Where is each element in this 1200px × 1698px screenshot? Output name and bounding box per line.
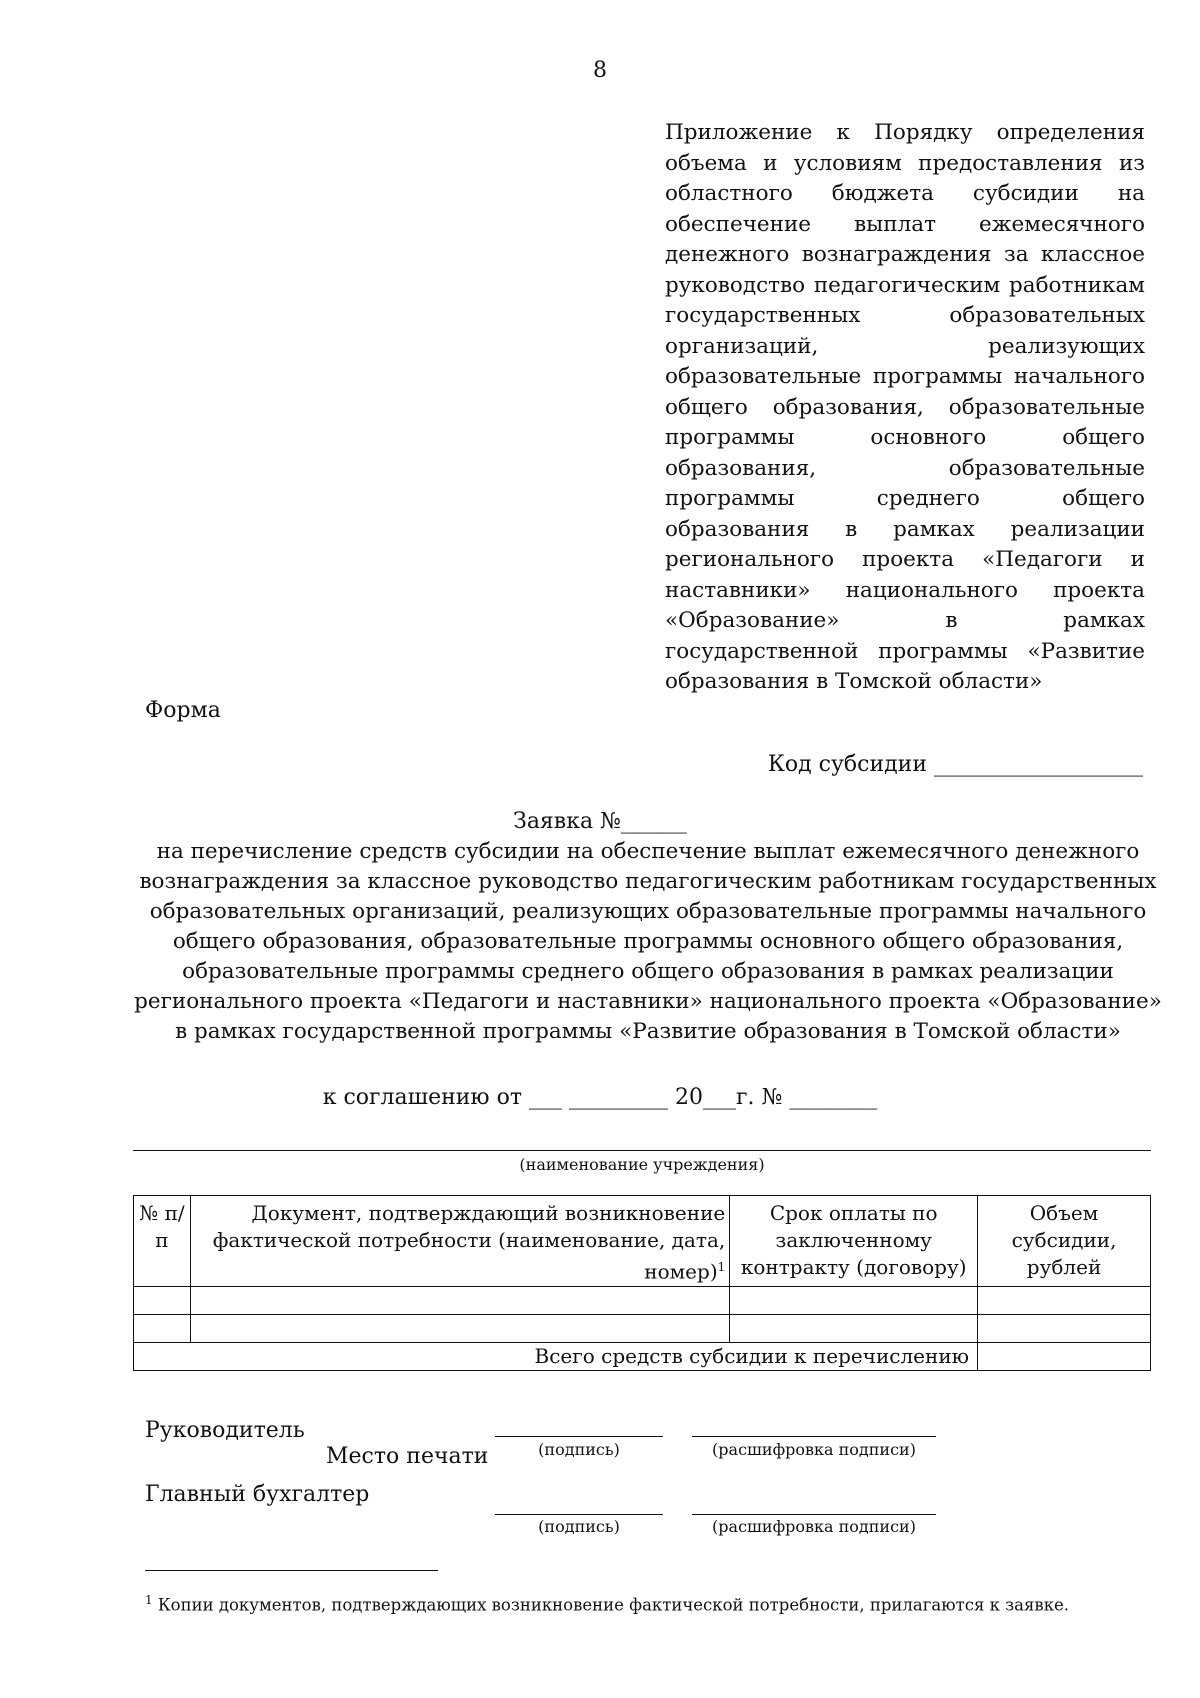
table-cell <box>190 1314 729 1342</box>
accountant-signature-caption: (подпись) <box>538 1517 620 1536</box>
footnote-mark: 1 <box>717 1260 726 1274</box>
header-subsidy-amount: Объем субсидии, рублей <box>978 1196 1151 1287</box>
accountant-signature-line <box>495 1514 663 1515</box>
header-payment-term: Срок оплаты по заключенному контракту (договору) <box>730 1196 978 1287</box>
head-signature-label: Руководитель <box>145 1418 305 1443</box>
table-cell <box>978 1286 1151 1314</box>
institution-caption: (наименование учреждения) <box>519 1155 765 1174</box>
page-number: 8 <box>593 58 607 83</box>
table-cell <box>730 1314 978 1342</box>
table-cell <box>134 1314 191 1342</box>
footnote-number: 1 <box>145 1593 153 1607</box>
table-total-row <box>134 1342 1151 1370</box>
institution-name-line <box>133 1150 1151 1151</box>
stamp-place-label: Место печати <box>326 1444 489 1469</box>
header-number: № п/п <box>134 1196 191 1287</box>
head-decode-caption: (расшифровка подписи) <box>712 1440 916 1459</box>
footnote <box>145 1593 1069 1615</box>
subsidy-table <box>133 1195 1151 1371</box>
table-cell <box>134 1286 191 1314</box>
head-signature-caption: (подпись) <box>538 1440 620 1459</box>
total-amount-cell <box>978 1342 1151 1370</box>
application-title: Заявка №______ <box>513 809 687 834</box>
application-description: на перечисление средств субсидии на обеспечение выплат ежемесячного денежного вознаграждения за классное руководство педагогическим работникам государственных образовательных организаций, реализующих образовательные программы начального общего образования, образовательные программы основного общего образования, образовательные программы среднего общего образования в рамках реализации регионального проекта «Педагоги и наставники» национального проекта «Образование» в рамках государственной программы «Развитие образования в Томской области» <box>134 839 1162 1044</box>
footnote-text: Копии документов, подтверждающих возникновение фактической потребности, прилагаются к заявке. <box>152 1595 1070 1615</box>
total-label: Всего средств субсидии к перечислению <box>134 1342 978 1370</box>
form-label: Форма <box>145 698 221 723</box>
table-row <box>134 1314 1151 1342</box>
table-header-row <box>134 1196 1151 1287</box>
accountant-decode-caption: (расшифровка подписи) <box>712 1517 916 1536</box>
header-document <box>190 1196 729 1287</box>
footnote-separator <box>145 1570 438 1571</box>
subsidy-code-field: Код субсидии ___________________ <box>767 752 1143 777</box>
header-document-text: Документ, подтверждающий возникновение фактической потребности (наименование, дата, номер) <box>212 1201 726 1284</box>
table-cell <box>978 1314 1151 1342</box>
agreement-reference-line: к соглашению от ___ _________ 20___г. № ________ <box>322 1085 878 1110</box>
head-signature-line <box>495 1436 663 1437</box>
table-cell <box>190 1286 729 1314</box>
head-decode-line <box>692 1436 936 1437</box>
accountant-signature-label: Главный бухгалтер <box>145 1482 370 1507</box>
accountant-decode-line <box>692 1514 936 1515</box>
table-cell <box>730 1286 978 1314</box>
table-row <box>134 1286 1151 1314</box>
appendix-reference: Приложение к Порядку определения объема и условиям предоставления из областного бюджета субсидии на обеспечение выплат ежемесячного денежного вознаграждения за классное руководство педагогическим работникам государственных образовательных организаций, реализующих образовательные программы начального общего образования, образовательные программы основного общего образования, образовательные программы среднего общего образования в рамках реализации регионального проекта «Педагоги и наставники» национального проекта «Образование» в рамках государственной программы «Развитие образования в Томской области» <box>665 120 1145 694</box>
